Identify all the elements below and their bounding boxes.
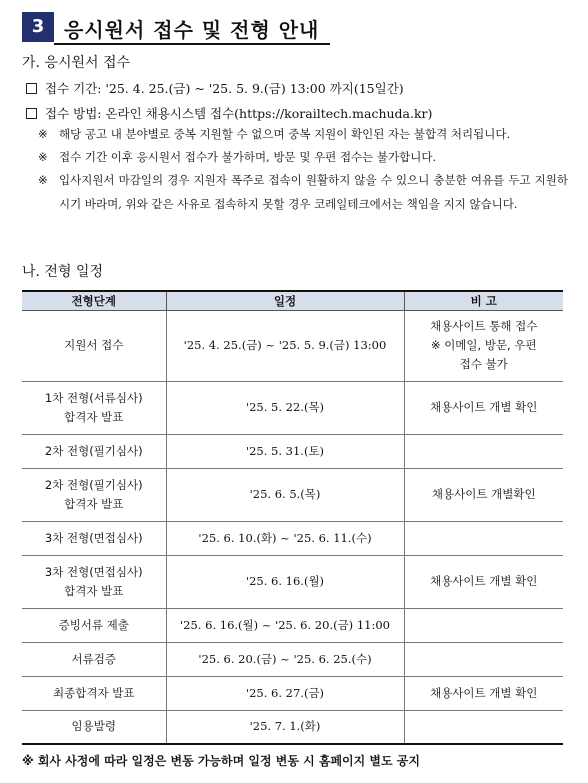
section-number-badge: 3 [22, 12, 54, 42]
note-cell [404, 710, 563, 744]
square-bullet-icon [26, 83, 37, 94]
note-cell: 채용사이트 개별 확인 [404, 676, 563, 710]
stage-cell: 3차 전형(면접심사) 합격자 발표 [22, 555, 166, 608]
stage-cell: 서류검증 [22, 642, 166, 676]
note-late-text: 접수 기간 이후 응시원서 접수가 불가하며, 방문 및 우편 접수는 불가합니다. [59, 150, 437, 164]
period-cell: '25. 5. 31.(토) [166, 434, 404, 468]
square-bullet-icon [26, 108, 37, 119]
table-row [22, 555, 563, 608]
stage-cell: 최종합격자 발표 [22, 676, 166, 710]
table-row [22, 642, 563, 676]
header-stage: 전형단계 [22, 291, 166, 310]
period-cell: '25. 6. 16.(월) ~ '25. 6. 20.(금) 11:00 [166, 608, 404, 642]
header-note: 비 고 [404, 291, 563, 310]
note-cell: 채용사이트 개별 확인 [404, 555, 563, 608]
stage-cell: 임용발령 [22, 710, 166, 744]
note-mark: ※ [38, 127, 48, 141]
period-cell: '25. 5. 22.(목) [166, 381, 404, 434]
period-cell: '25. 7. 1.(화) [166, 710, 404, 744]
note-cell: 채용사이트 개별 확인 [404, 381, 563, 434]
header-period: 일정 [166, 291, 404, 310]
period-cell: '25. 6. 20.(금) ~ '25. 6. 25.(수) [166, 642, 404, 676]
period-cell: '25. 6. 10.(화) ~ '25. 6. 11.(수) [166, 521, 404, 555]
stage-cell: 1차 전형(서류심사) 합격자 발표 [22, 381, 166, 434]
stage-cell: 3차 전형(면접심사) [22, 521, 166, 555]
stage-cell: 2차 전형(필기심사) [22, 434, 166, 468]
table-row [22, 676, 563, 710]
note-cell [404, 608, 563, 642]
period-cell: '25. 4. 25.(금) ~ '25. 5. 9.(금) 13:00 [166, 310, 404, 381]
section-title: 응시원서 접수 및 전형 안내 [64, 18, 320, 42]
note-mark: ※ [38, 150, 48, 164]
note-duplicate [38, 123, 568, 147]
note-deadline [38, 169, 568, 216]
table-header-row [22, 291, 563, 310]
note-cell: 채용사이트 통해 접수 ※ 이메일, 방문, 우편 접수 불가 [404, 310, 563, 381]
note-cell [404, 521, 563, 555]
table-row [22, 381, 563, 434]
table-row [22, 434, 563, 468]
bullet-period-text: 접수 기간: '25. 4. 25.(금) ~ '25. 5. 9.(금) 13:00 까지(15일간) [45, 81, 404, 96]
subsection-title-application: 가. 응시원서 접수 [22, 55, 131, 71]
table-row [22, 608, 563, 642]
note-deadline-text: 입사지원서 마감일의 경우 지원자 폭주로 접속이 원활하지 않을 수 있으니 충분한 여유를 두고 지원하시기 바라며, 위와 같은 사유로 접속하지 못할 경우 코레일테크에서는 책임을 지지 않습니다. [59, 173, 568, 211]
table-row [22, 310, 563, 381]
period-cell: '25. 6. 5.(목) [166, 468, 404, 521]
note-cell: 채용사이트 개별확인 [404, 468, 563, 521]
period-cell: '25. 6. 27.(금) [166, 676, 404, 710]
table-row [22, 710, 563, 744]
stage-cell: 증빙서류 제출 [22, 608, 166, 642]
bullet-method [26, 104, 432, 122]
bullet-method-text: 접수 방법: 온라인 채용시스템 접수(https://korailtech.machuda.kr) [45, 106, 433, 121]
section-header [22, 12, 330, 44]
footer-notice: ※ 회사 사정에 따라 일정은 변동 가능하며 일정 변동 시 홈페이지 별도 공지 [22, 754, 420, 768]
table-row [22, 521, 563, 555]
note-mark: ※ [38, 173, 48, 187]
note-cell [404, 642, 563, 676]
note-cell [404, 434, 563, 468]
subsection-title-schedule: 나. 전형 일정 [22, 264, 103, 280]
table-row [22, 468, 563, 521]
title-underline [54, 43, 330, 45]
schedule-table [22, 290, 563, 745]
stage-cell: 지원서 접수 [22, 310, 166, 381]
note-late [38, 146, 568, 170]
bullet-period [26, 79, 404, 97]
period-cell: '25. 6. 16.(월) [166, 555, 404, 608]
stage-cell: 2차 전형(필기심사) 합격자 발표 [22, 468, 166, 521]
note-duplicate-text: 해당 공고 내 분야별로 중복 지원할 수 없으며 중복 지원이 확인된 자는 불합격 처리됩니다. [59, 127, 511, 141]
